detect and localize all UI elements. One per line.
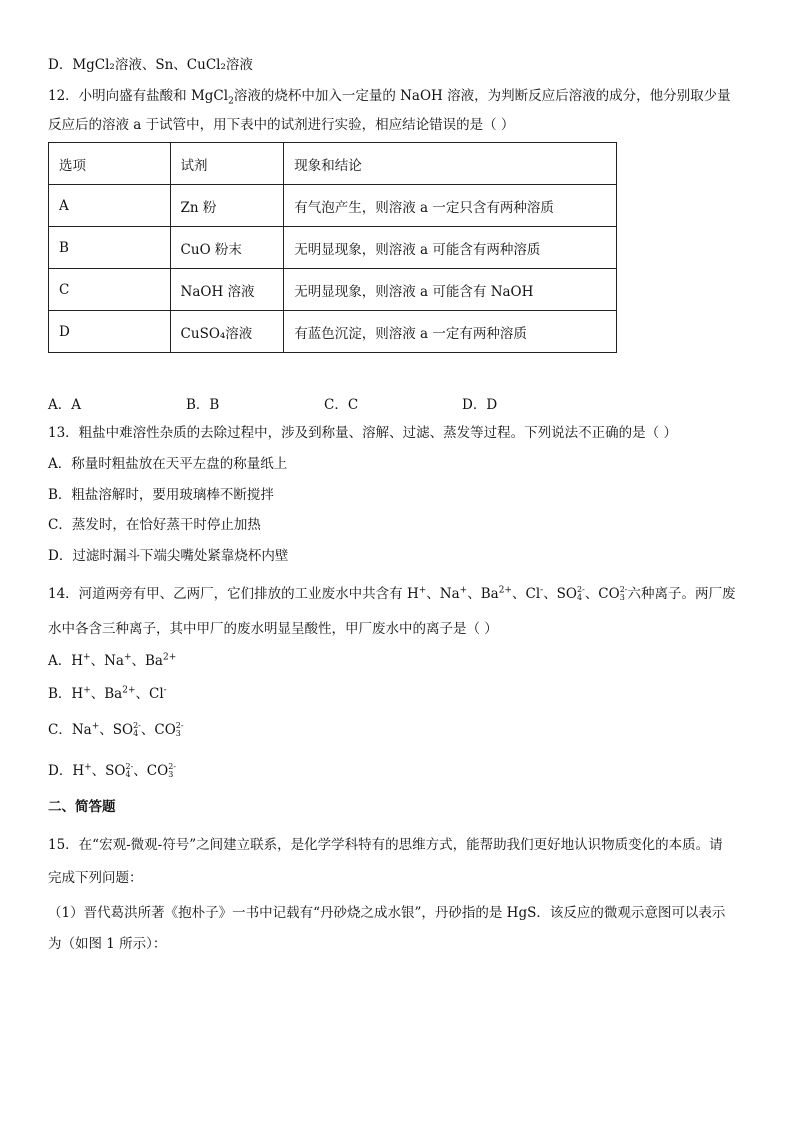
section-title-text: 二、简答题: [48, 799, 116, 815]
choice-a[interactable]: A．A: [48, 397, 81, 413]
q14-stem-line2-text: 水中各含三种离子，其中甲厂的废水明显呈酸性，甲厂废水中的离子是（ ）: [48, 621, 498, 637]
q14-stem-line1: 14．河道两旁有甲、乙两厂，它们排放的工业废水中共含有 H+、Na+、$Ba^{2+}$、Cl-、SO 2- 4 、CO 2- 3 六种离子。两厂废: [48, 584, 736, 602]
q12-stem-subscript: 2: [228, 96, 234, 107]
q12-stem-part-a: 12．小明向盛有盐酸和 MgCl: [48, 88, 229, 104]
q14-option-a[interactable]: A．H+、Na+、$Ba^{2+}$: [48, 652, 177, 669]
table-cell: NaOH 溶液: [170, 269, 284, 311]
table-cell: 无明显现象，则溶液 a 可能含有两种溶质: [284, 227, 617, 269]
table-header-row: [49, 143, 617, 185]
q14-stem-prefix: 14．河道两旁有甲、乙两厂，它们排放的工业废水中共含有: [48, 586, 407, 602]
q12-stem-line2: [48, 116, 514, 134]
q14-stem-suffix: 六种离子。两厂废: [627, 586, 736, 602]
table-row: [49, 227, 617, 269]
q14-option-d[interactable]: D．H+、SO 2- 4 、CO 2- 3: [48, 761, 176, 779]
q14-option-d-label: D．: [48, 763, 73, 779]
q15-line2-text: 完成下列问题：: [48, 870, 143, 886]
table-cell: C: [49, 269, 171, 311]
table-cell: CuO 粉末: [170, 227, 284, 269]
q13-option-c[interactable]: [48, 516, 261, 534]
q13-option-a-text: A．称量时粗盐放在天平左盘的称量纸上: [48, 456, 288, 472]
q11-option-d-text: D．MgCl₂溶液、Sn、CuCl₂溶液: [48, 57, 253, 73]
table-cell: CuSO₄溶液: [170, 311, 284, 353]
table-cell: Zn 粉: [170, 185, 284, 227]
q13-stem-text: 13．粗盐中难溶性杂质的去除过程中，涉及到称量、溶解、过滤、蒸发等过程。下列说法不正确的是（ ）: [48, 425, 677, 441]
q14-stem-line2: [48, 620, 498, 638]
q13-option-d[interactable]: [48, 547, 288, 565]
q13-stem: [48, 424, 677, 442]
q14-option-b[interactable]: B．H+、$Ba^{2+}$、Cl-: [48, 685, 167, 702]
q12-stem-part-b: 溶液的烧杯中加入一定量的 NaOH 溶液，为判断反应后溶液的成分，他分别取少量: [233, 88, 731, 104]
table-row: [49, 311, 617, 353]
table-cell: 有蓝色沉淀，则溶液 a 一定有两种溶质: [284, 311, 617, 353]
q14-option-c-label: C．: [48, 722, 72, 738]
table-cell: B: [49, 227, 171, 269]
q15-line1: [48, 836, 723, 854]
q12-stem-line1: [48, 87, 731, 105]
q13-option-d-text: D．过滤时漏斗下端尖嘴处紧靠烧杯内壁: [48, 548, 289, 564]
q14-option-c[interactable]: C．Na+、SO 2- 4 、CO 2- 3: [48, 720, 184, 738]
table-header-cell: 现象和结论: [284, 143, 617, 185]
choice-b[interactable]: B．B: [186, 397, 220, 413]
table-cell: D: [49, 311, 171, 353]
choice-d[interactable]: D．D: [462, 397, 498, 413]
q13-option-a[interactable]: [48, 455, 287, 473]
q15-line3: [48, 904, 725, 922]
q11-option-d: [48, 56, 253, 74]
table-header-cell: 选项: [49, 143, 171, 185]
q15-line2: [48, 869, 143, 887]
q13-option-c-text: C．蒸发时，在恰好蒸干时停止加热: [48, 517, 261, 533]
table-header-cell: 试剂: [170, 143, 284, 185]
q15-line1-text: 15．在“宏观-微观-符号”之间建立联系，是化学学科特有的思维方式，能帮助我们更好地认识物质变化的本质。请: [48, 837, 723, 853]
table-cell: A: [49, 185, 171, 227]
q12-stem-line2-text: 反应后的溶液 a 于试管中，用下表中的试剂进行实验，相应结论错误的是（ ）: [48, 117, 515, 133]
q15-line4-text: 为（如图 1 所示）：: [48, 936, 167, 952]
q14-option-a-label: A．: [48, 653, 72, 669]
table-cell: 无明显现象，则溶液 a 可能含有 NaOH: [284, 269, 617, 311]
q15-line4: [48, 935, 166, 953]
q12-choices: [48, 393, 608, 411]
choice-c[interactable]: C．C: [324, 397, 359, 413]
q14-option-b-label: B．: [48, 686, 72, 702]
q15-line3-text: （1）晋代葛洪所著《抱朴子》一书中记载有“丹砂烧之成水银”，丹砂指的是 HgS．该反应的微观示意图可以表示: [48, 905, 726, 921]
q13-option-b[interactable]: [48, 486, 274, 504]
q13-option-b-text: B．粗盐溶解时，要用玻璃棒不断搅拌: [48, 487, 274, 503]
section-title: [48, 798, 116, 816]
table-row: [49, 269, 617, 311]
table-row: [49, 185, 617, 227]
table-cell: 有气泡产生，则溶液 a 一定只含有两种溶质: [284, 185, 617, 227]
q12-options-table: [48, 142, 617, 353]
